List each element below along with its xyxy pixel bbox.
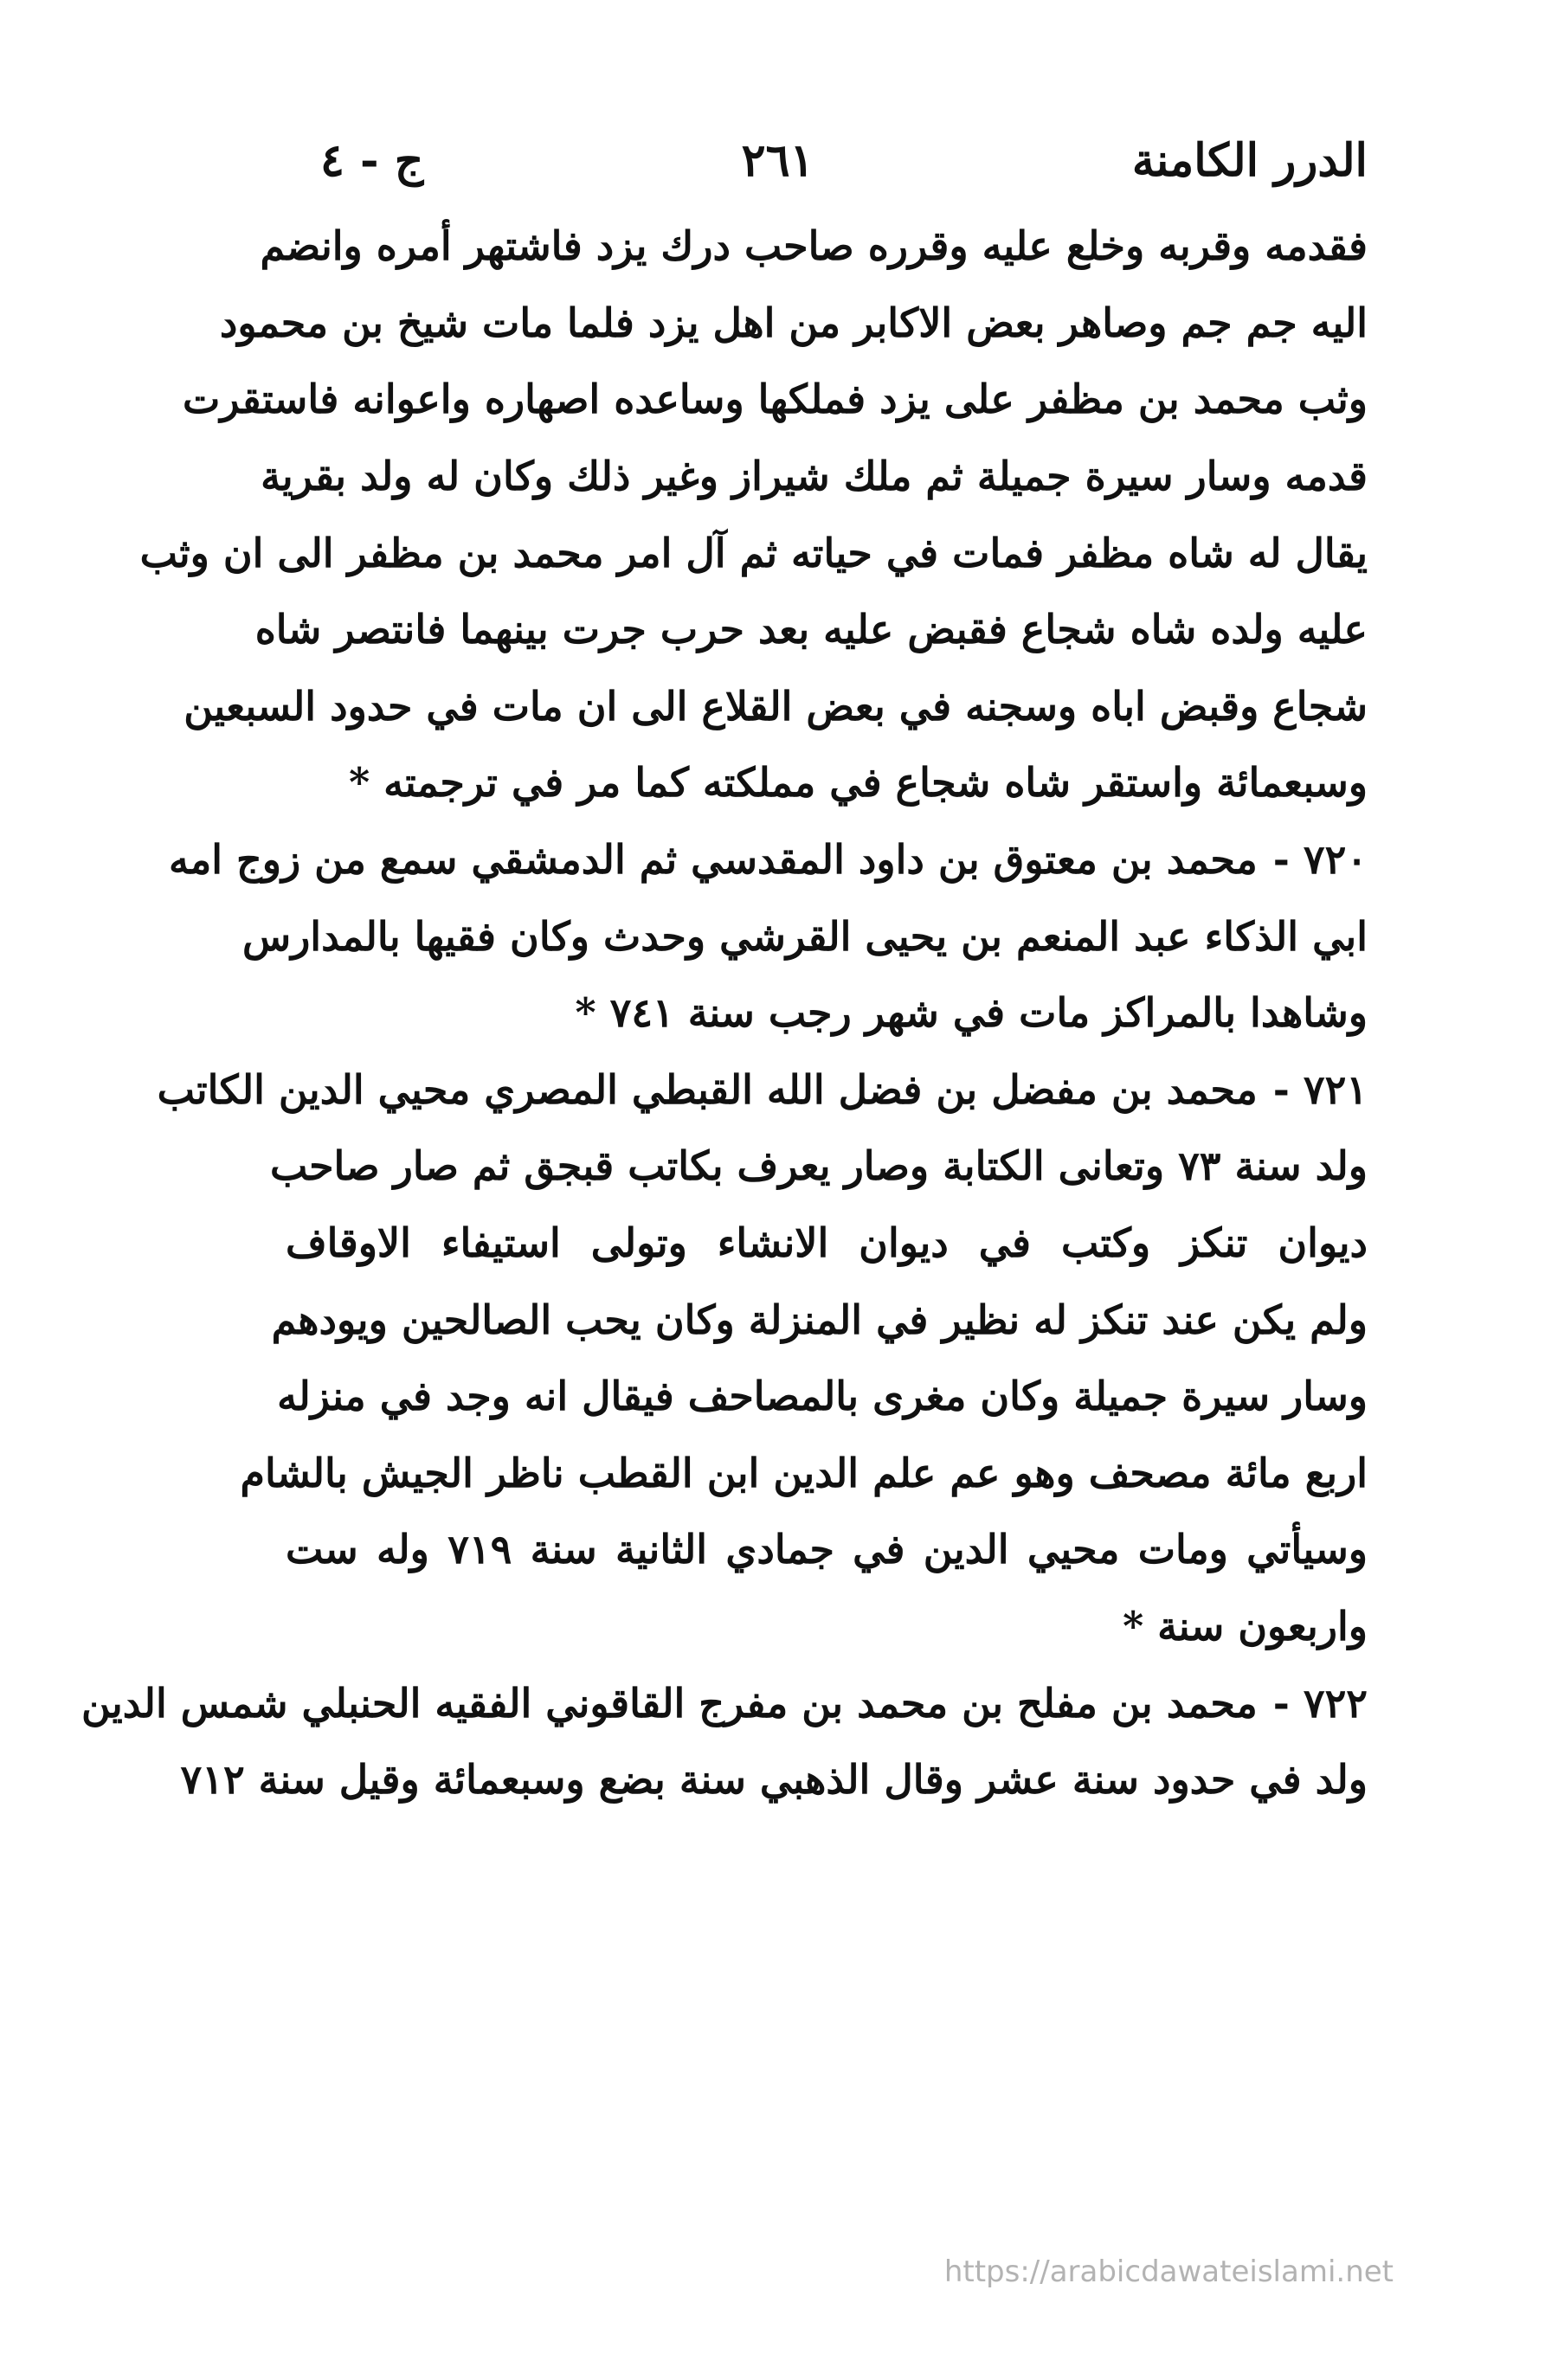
line-text: محمد بن مفضل بن فضل الله القبطي المصري محيي الدين الكاتب [157, 1065, 1258, 1113]
line-text: وشاهدا بالمراكز مات في شهر رجب سنة ٧٤١ * [575, 989, 1368, 1037]
text-line [139, 514, 1368, 591]
line-text: محمد بن مفلح بن محمد بن مفرج القاقوني الفقيه الحنبلي شمس الدين [80, 1679, 1258, 1727]
line-text: وسيأتي ومات محيي الدين في جمادي الثانية سنة ٧١٩ وله ست [286, 1526, 1368, 1573]
text-line [241, 897, 1368, 975]
line-text: اربع مائة مصحف وهو عم علم الدين ابن القطب ناظر الجيش بالشام [240, 1449, 1368, 1496]
line-text: وسبعمائة واستقر شاه شجاع في مملكته كما مر في ترجمته * [349, 759, 1368, 807]
line-text: عليه ولده شاه شجاع فقبض عليه بعد حرب جرت بينهما فانتصر شاه [254, 606, 1368, 653]
book-title: الدرر الكامنة [1131, 133, 1368, 187]
entry-number: ٧٢٠ - [1272, 836, 1368, 884]
line-text: ديوان تنكز وكتب في ديوان الانشاء وتولى استيفاء الاوقاف [286, 1219, 1368, 1267]
text-line [182, 361, 1368, 438]
page-number: ٢٦١ [741, 133, 814, 187]
running-head [320, 121, 1368, 199]
line-text: محمد بن معتوق بن داود المقدسي ثم الدمشقي سمع من زوج امه [168, 836, 1258, 884]
text-line [286, 744, 1368, 821]
text-line [157, 1052, 1368, 1129]
text-line [286, 1588, 1368, 1665]
text-line [254, 591, 1368, 668]
line-text: ولد في حدود سنة عشر وقال الذهبي سنة بضع وسبعمائة وقيل سنة ٧١٢ [180, 1756, 1368, 1804]
line-text: اليه جم جم وصاهر بعض الاكابر من اهل يزد فلما مات شيخ بن محمود [219, 299, 1368, 346]
text-line [277, 1358, 1368, 1435]
text-line [271, 1281, 1368, 1358]
text-line [219, 285, 1368, 362]
line-text: شجاع وقبض اباه وسجنه في بعض القلاع الى ان مات في حدود السبعين [183, 682, 1368, 730]
watermark-url: https://arabicdawateislami.net [943, 2255, 1394, 2289]
text-line [168, 821, 1368, 898]
volume-number: ج - ٤ [320, 133, 424, 187]
text-line [240, 1435, 1368, 1512]
text-line [261, 438, 1368, 515]
line-text: واربعون سنة * [1123, 1602, 1368, 1650]
line-text: وسار سيرة جميلة وكان مغرى بالمصاحف فيقال انه وجد في منزله [277, 1373, 1368, 1420]
line-text: وثب محمد بن مظفر على يزد فملكها وساعده اصهاره واعوانه فاستقرت [182, 376, 1368, 423]
line-text: ولم يكن عند تنكز له نظير في المنزلة وكان يحب الصالحين ويودهم [271, 1296, 1368, 1343]
text-line [269, 1128, 1368, 1205]
line-text: يقال له شاه مظفر فمات في حياته ثم آل امر محمد بن مظفر الى ان وثب [139, 529, 1368, 576]
line-text: ولد سنة ٧٣ وتعانى الكتابة وصار يعرف بكاتب قبجق ثم صار صاحب [269, 1142, 1368, 1190]
text-line [286, 975, 1368, 1052]
body-text [80, 208, 1368, 2146]
text-line [183, 668, 1368, 745]
entry-number: ٧٢١ - [1272, 1065, 1368, 1113]
text-line [286, 1511, 1368, 1588]
text-line [260, 208, 1368, 285]
text-line [80, 1664, 1368, 1741]
line-text: قدمه وسار سيرة جميلة ثم ملك شيراز وغير ذلك وكان له ولد بقرية [261, 453, 1368, 500]
line-text: فقدمه وقربه وخلع عليه وقرره صاحب درك يزد فاشتهر أمره وانضم [260, 222, 1368, 270]
text-line [286, 1205, 1368, 1282]
entry-number: ٧٢٢ - [1272, 1679, 1368, 1727]
line-text: ابي الذكاء عبد المنعم بن يحيى القرشي وحدث وكان فقيها بالمدارس [241, 912, 1368, 960]
text-line [180, 1741, 1368, 1818]
